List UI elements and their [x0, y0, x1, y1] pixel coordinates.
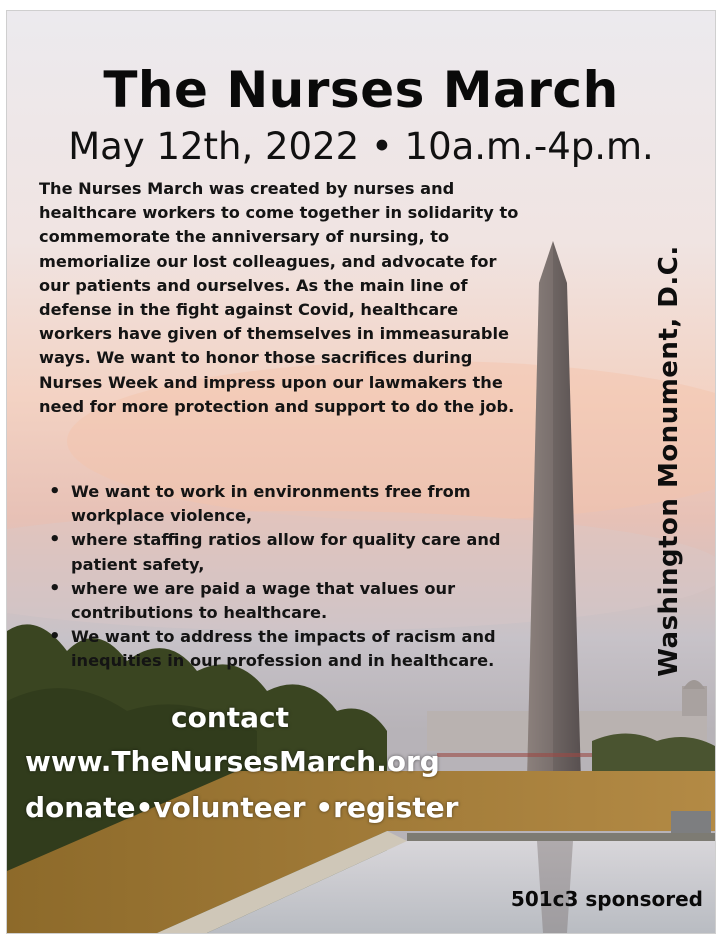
- sponsor-note: 501c3 sponsored: [510, 887, 703, 911]
- goal-item: • We want to address the impacts of racism and inequities in our profession and in healthcare.: [45, 625, 545, 673]
- goal-item: • We want to work in environments free from workplace violence,: [45, 480, 545, 528]
- website-link[interactable]: www.TheNursesMarch.org: [25, 745, 440, 778]
- event-date-time: May 12th, 2022 • 10a.m.-4p.m.: [68, 125, 654, 168]
- goal-item: • where we are paid a wage that values our contributions to healthcare.: [45, 577, 545, 625]
- goals-list: [45, 480, 545, 674]
- event-location: Washington Monument, D.C.: [654, 245, 684, 677]
- event-title: The Nurses March: [103, 61, 619, 119]
- contact-label: contact: [171, 701, 290, 734]
- goal-item: • where staffing ratios allow for quality care and patient safety,: [45, 528, 545, 576]
- call-to-action: donate•volunteer •register: [25, 791, 459, 824]
- event-description: The Nurses March was created by nurses and healthcare workers to come together in solidarity to commemorate the anniversary of nursing, to memorialize our lost colleagues, and advocate for our patients and ourselves. As the main line of defense in the fight against Covid, healthcare workers have given of themselves in immeasurable ways. We want to honor those sacrifices during Nurses Week and impress upon our lawmakers the need for more protection and support to do the job.: [39, 179, 519, 416]
- event-poster: [6, 10, 716, 934]
